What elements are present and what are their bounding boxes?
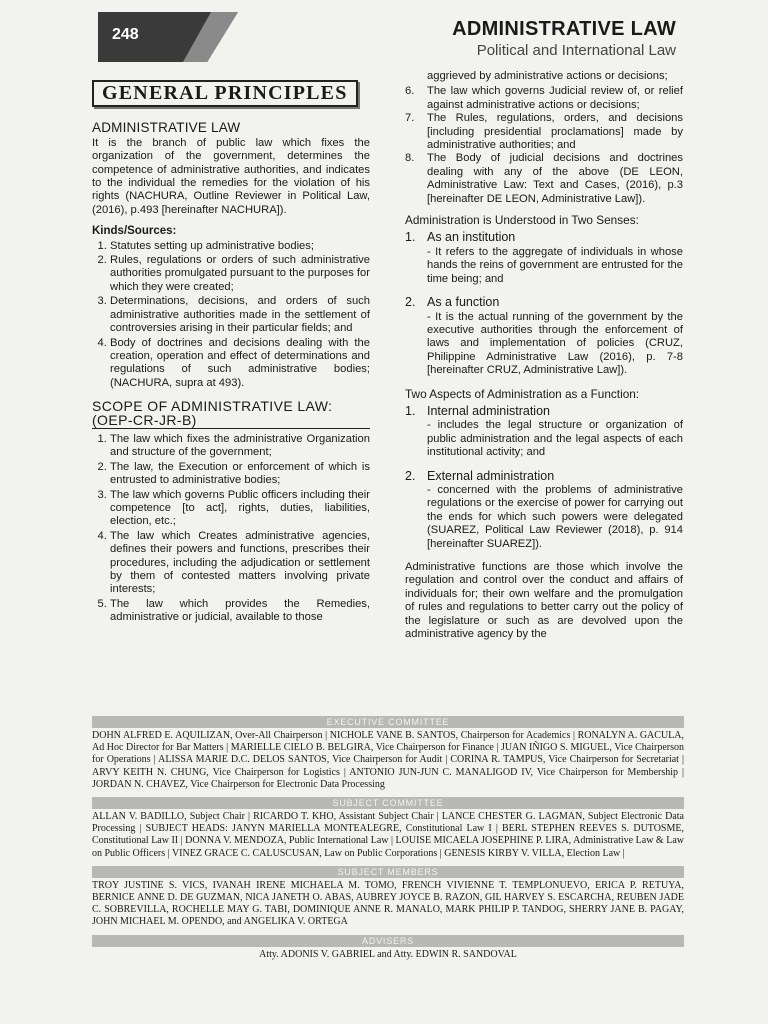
list-item: 1. Statutes setting up administrative bodies;: [110, 240, 370, 253]
advisers-text: Atty. ADONIS V. GABRIEL and Atty. EDWIN R. SANDOVAL: [259, 948, 517, 960]
section-title: GENERAL PRINCIPLES: [92, 80, 358, 107]
kinds-list: [92, 240, 370, 390]
credit-bar-subject: SUBJECT COMMITTEE: [92, 797, 684, 809]
scope-list: [92, 433, 370, 625]
heading-administrative-law: ADMINISTRATIVE LAW: [92, 120, 241, 136]
running-header: [452, 18, 676, 59]
scope-list-continued: [405, 85, 683, 206]
aspect-body: - concerned with the problems of administrative regulations or the exercise of power for carrying out the ends for which such powers were delegated (SUAREZ, Political Law Reviewer (2018), p. 914 [hereinafter SUAREZ]).: [427, 483, 683, 550]
closing-paragraph: Administrative functions are those which involve the regulation and control over the conduct and affairs of individuals for; their own welfare and the promulgation of rules and regulations to better carry out the policy of the legislature or such as are devolved upon the administrative agency by the: [405, 561, 683, 641]
list-item: 3. Determinations, decisions, and orders of such administrative authorities made in the settlement of controversies arising in their particular fields; and: [110, 295, 370, 335]
list-item: 7. The Rules, regulations, orders, and decisions [including presidential proclamations] made by administrative authorities; and: [405, 112, 683, 152]
list-item: 5. The law which provides the Remedies, administrative or judicial, available to those: [110, 598, 370, 625]
sense-title: As an institution: [427, 230, 516, 245]
aspect-block: 2. External administration - concerned with the problems of administrative regulations or the exercise of power for carrying out the ends for which such powers were delegated (SUAREZ, Political Law Reviewer (2018), p. 914 [hereinafter SUAREZ]).: [405, 468, 683, 550]
list-item: 3. The law which governs Public officers including their competence [to act], rights, duties, liabilities, election, etc.;: [110, 489, 370, 529]
credit-bar-members: SUBJECT MEMBERS: [92, 866, 684, 878]
definition-paragraph: It is the branch of public law which fixes the organization of the government, determines the competence of administrative authorities, and indicates to the individual the remedies for the violation of his rights (NACHURA, Outline Reviewer in Political Law, (2016), p.493 [hereinafter NACHURA]).: [92, 136, 370, 216]
aspect-block: 1. Internal administration - includes the legal structure or organization of public administration and the legal aspects of each institutional activity; and: [405, 403, 683, 459]
sense-body: - It refers to the aggregate of individuals in whose hands the reins of government are entrusted for the time being; and: [427, 245, 683, 285]
list-item: 4. The law which Creates administrative agencies, defines their powers and functions, prescribes their procedures, including the adjudication or settlement by them of contested matters involving private interests;: [110, 530, 370, 597]
sense-body: - It is the actual running of the government by the executive authorities through the enforcement of laws and implementation of policies (CRUZ, Philippine Administrative Law (2016), p. 7-8 [hereinafter CRUZ, Administrative Law]).: [427, 310, 683, 377]
sense-title: As a function: [427, 295, 500, 310]
two-senses-heading: Administration is Understood in Two Senses:: [405, 213, 639, 228]
running-header-subtitle: Political and International Law: [476, 42, 676, 59]
list-item: 2. Rules, regulations or orders of such administrative authorities promulgated pursuant to the purposes for which they were created;: [110, 254, 370, 294]
scope-continued: aggrieved by administrative actions or decisions;: [427, 70, 668, 82]
aspect-body: - includes the legal structure or organization of public administration and the legal aspects of each institutional activity; and: [427, 419, 683, 459]
sense-block: 2. As a function - It is the actual running of the government by the executive authorities through the enforcement of laws and implementation of policies (CRUZ, Philippine Administrative Law (2016), p. 7-8 [hereinafter CRUZ, Administrative Law]).: [405, 295, 683, 377]
aspect-title: Internal administration: [427, 403, 550, 418]
aspects-heading: Two Aspects of Administration as a Function:: [405, 386, 640, 401]
credit-bar-executive: EXECUTIVE COMMITTEE: [92, 716, 684, 728]
subject-committee-text: ALLAN V. BADILLO, Subject Chair | RICARDO T. KHO, Assistant Subject Chair | LANCE CHESTER G. LAGMAN, Subject Electronic Data Processing | SUBJECT HEADS: JANYN MARIELLA MONTEALEGRE, Constitutional Law I | BERL STEPHEN REEVES S. DUTOSME, Constitutional Law II | DONNA V. MENDOZA, Public International Law | LOUISE MICAELA JOSEPHINE P. LIRA, Administrative Law & Law on Public Officers | VINEZ GRACE C. CALUSCUSAN, Law on Public Corporations | GENESIS KIRBY V. VILLA, Election Law |: [92, 811, 684, 859]
executive-committee-text: DOHN ALFRED E. AQUILIZAN, Over-All Chairperson | NICHOLE VANE B. SANTOS, Chairperson for Academics | RONALYN A. GACULA, Ad Hoc Director for Bar Matters | MARIELLE CIELO B. BELGIRA, Vice Chairperson for Finance | JUAN IÑIGO S. MIGUEL, Vice Chairperson for Operations | ALISSA MARIE D.C. DELOS SANTOS, Vice Chairperson for Audit | CORINA R. TAMPUS, Vice Chairperson for Secretariat | ARVY KEITH N. CHUNG, Vice Chairperson for Logistics | ANTONIO JUN-JUN C. MANALIGOD IV, Vice Chairperson for Membership | JORDAN N. CHAVEZ, Vice Chairperson for Electronic Data Processing: [92, 730, 684, 790]
list-item: 6. The law which governs Judicial review of, or relief against administrative actions or decisions;: [405, 85, 683, 111]
subject-members-text: TROY JUSTINE S. VICS, IVANAH IRENE MICHAELA M. TOMO, FRENCH VIVIENNE T. TEMPLONUEVO, ERICA P. RETUYA, BERNICE ANNE D. DE GUZMAN, NICA JANETH O. ABAS, AUBREY JOYCE B. RAZON, GIL HARVEY S. ESCARCHA, REUBEN JADE C. SOBREVILLA, ROCHELLE MAY G. TABI, DOMINIQUE ANNE R. MANALO, MARK PHILIP P. TANDOG, SHERRY JANE B. PAGAY, JOHN MICHAEL M. OPENDO, and ANGELIKA V. ORTEGA: [92, 879, 684, 928]
credit-bar-advisers: ADVISERS: [92, 935, 684, 947]
sense-block: 1. As an institution - It refers to the aggregate of individuals in whose hands the reins of government are entrusted for the time being; and: [405, 230, 683, 285]
list-item: 8. The Body of judicial decisions and doctrines dealing with any of the above (DE LEON, Administrative Law: Text and Cases, (2016), p.3 [hereinafter DE LEON, Administrative Law]).: [405, 152, 683, 205]
page-number: 248: [112, 26, 139, 43]
list-item: 1. The law which fixes the administrative Organization and structure of the government;: [110, 433, 370, 460]
kinds-heading: Kinds/Sources:: [92, 225, 177, 238]
list-item: 2. The law, the Execution or enforcement of which is entrusted to administrative bodies;: [110, 461, 370, 488]
aspect-title: External administration: [427, 468, 555, 483]
left-column: [92, 80, 370, 633]
list-item: 4. Body of doctrines and decisions dealing with the creation, operation and effect of determinations and regulations of such administrative bodies; (NACHURA, supra at 493).: [110, 337, 370, 391]
credits-footer: [92, 716, 684, 967]
right-column: [405, 70, 683, 649]
running-header-title: ADMINISTRATIVE LAW: [452, 18, 676, 40]
scope-heading: SCOPE OF ADMINISTRATIVE LAW: (OEP-CR-JR-B): [92, 400, 370, 429]
